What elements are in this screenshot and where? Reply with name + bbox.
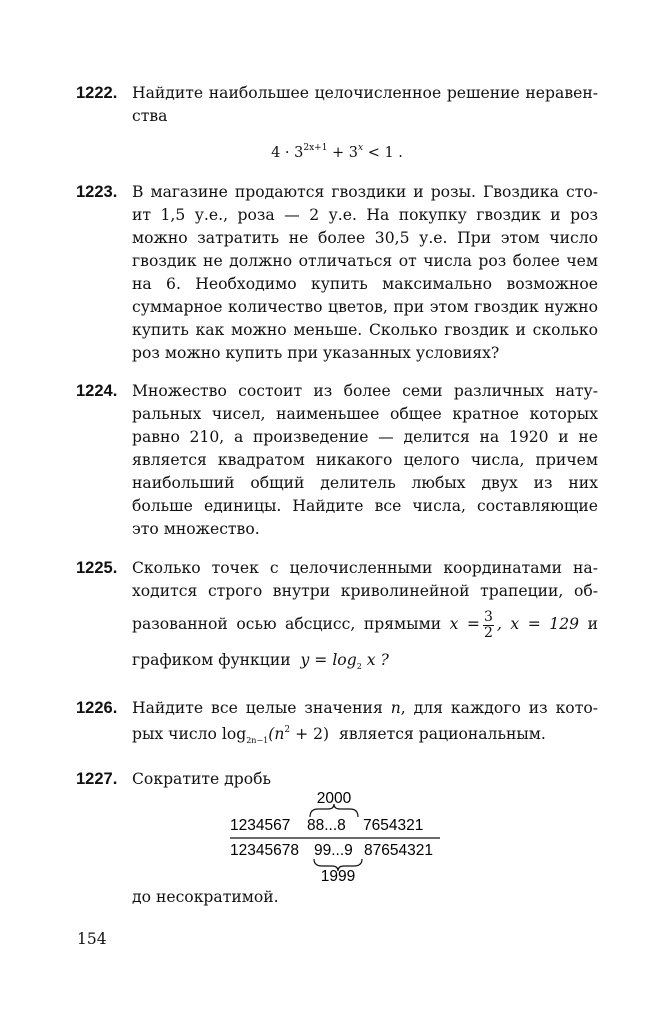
problem-1223: [76, 181, 598, 365]
numerator: 1234567 88...8 7654321: [230, 817, 424, 834]
text-line: больше единицы. Найдите все числа, составляющие: [132, 497, 598, 515]
text-line: равно 210, а произведение — делится на 1920 и не: [132, 428, 598, 446]
text-line: является квадратом никакого целого числа, причем: [132, 451, 598, 469]
text-line: наибольший общий делитель любых двух из них: [132, 474, 598, 492]
text-line: графиком функции $y = \log_2 x$ ?: [132, 651, 389, 671]
text-line: ральных чисел, наименьшее общее кратное которых: [132, 405, 598, 423]
text-line: ходится строго внутри криволинейной трапеции, об-: [132, 582, 598, 600]
text-line: купить как можно меньше. Сколько гвоздик и сколько: [132, 321, 598, 339]
text-line: рых число $\log_{2n-1}(n^2 + 2)$ является рациональным.: [132, 725, 546, 745]
text-line: можно затратить не более 30,5 у.е. При этом число: [132, 229, 598, 247]
text-line: Сократите дробь: [132, 770, 272, 788]
problem-number: 1225.: [76, 559, 118, 577]
problem-1227: [76, 768, 598, 791]
text-line: ит 1,5 у.е., роза — 2 у.е. На покупку гвоздик и роз: [132, 206, 598, 224]
fraction-three-halves: $\frac{3}{2}$: [484, 608, 493, 641]
problem-number: 1227.: [76, 770, 118, 788]
text-line: на 6. Необходимо купить максимально возможное: [132, 275, 598, 293]
big-fraction: [230, 790, 440, 887]
text-line-with-fraction: разованной осью абсцисс, прямыми x = $\frac{3}{2}$ , x = 129 и: [132, 608, 599, 641]
text-line: ства: [132, 107, 168, 125]
text-line: Множество состоит из более семи различных нату-: [132, 382, 598, 400]
problem-1225: [76, 557, 598, 672]
problem-number: 1224.: [76, 382, 118, 400]
text-line: В магазине продаются гвоздики и розы. Гвоздика сто-: [132, 183, 598, 201]
text-line: роз можно купить при указанных условиях?: [132, 344, 500, 362]
inequality-formula: $4 \cdot 3^{2x+1} + 3^x < 1$ .: [271, 143, 403, 161]
text-line: это множество.: [132, 520, 260, 538]
bottom-count: 1999: [320, 868, 356, 882]
top-count: 2000: [316, 790, 352, 807]
text-line: Сколько точек с целочисленными координатами на-: [132, 559, 598, 577]
denominator: 12345678 99...9 87654321: [230, 842, 433, 859]
problem-number: 1222.: [76, 84, 118, 102]
page-number: 154: [77, 930, 107, 948]
fraction-figure: [230, 790, 440, 882]
text-line: Найдите наибольшее целочисленное решение неравен-: [132, 84, 598, 102]
problem-1226: [76, 697, 598, 746]
text-line: гвоздик не должно отличаться от числа роз более чем: [132, 252, 598, 270]
problem-1224: [76, 380, 598, 541]
text-line: суммарное количество цветов, при этом гвоздик нужно: [132, 298, 598, 316]
problem-number: 1226.: [76, 699, 118, 717]
problem-1222: [76, 82, 598, 165]
text-line: Найдите все целые значения n, для каждого из кото-: [132, 699, 598, 717]
problem-number: 1223.: [76, 183, 118, 201]
text-line: до несократимой.: [132, 888, 279, 906]
